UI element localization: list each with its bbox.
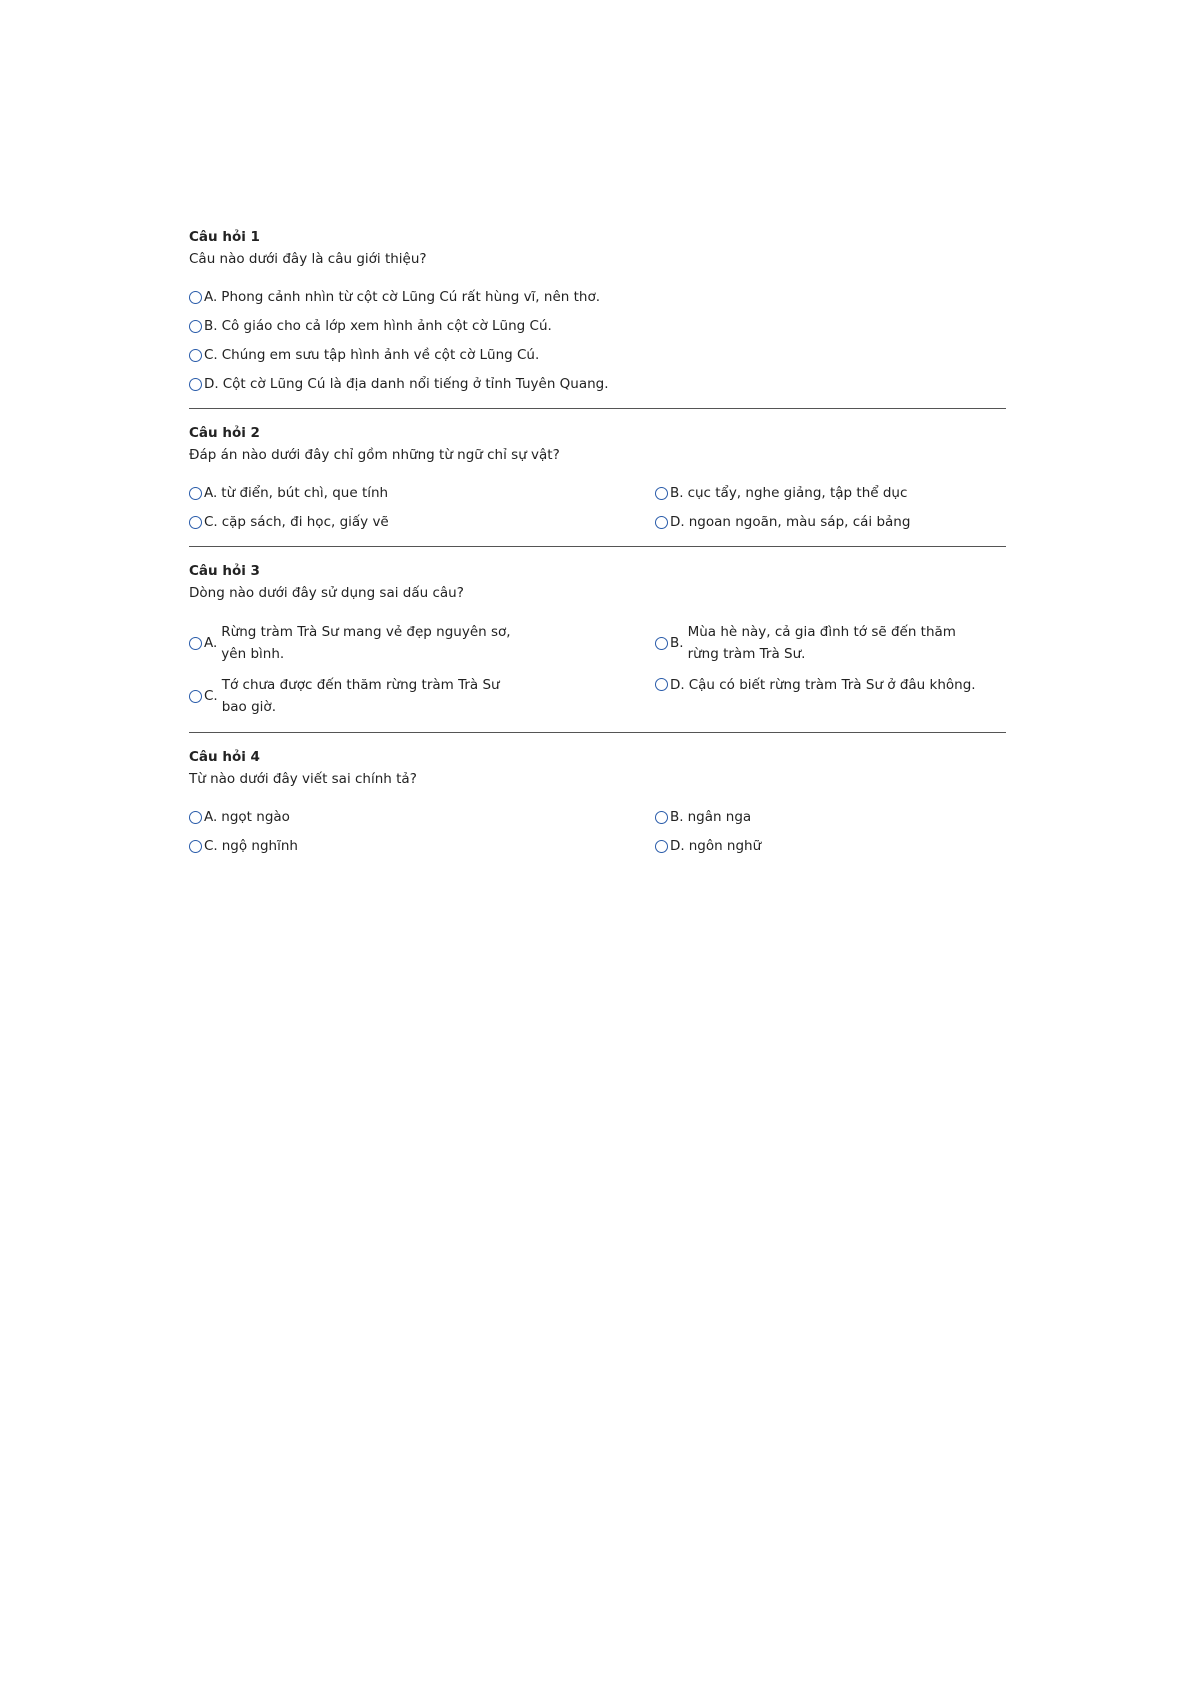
option-a[interactable] [189, 287, 1006, 307]
option-c[interactable] [189, 345, 1006, 365]
option-text: Cột cờ Lũng Cú là địa danh nổi tiếng ở tỉnh Tuyên Quang. [222, 376, 609, 392]
option-text: ngọt ngào [221, 809, 290, 825]
options-list [189, 287, 1006, 394]
radio-button-icon[interactable] [655, 840, 668, 853]
question-title: Câu hỏi 3 [189, 563, 260, 579]
question-title: Câu hỏi 2 [189, 425, 260, 441]
option-letter: C. [204, 688, 218, 704]
option-text: ngoan ngoãn, màu sáp, cái bảng [688, 514, 911, 530]
radio-button-icon[interactable] [189, 487, 202, 500]
option-letter: B. [204, 318, 218, 334]
question-4 [189, 747, 1006, 870]
option-letter: C. [204, 347, 218, 363]
option-c[interactable] [189, 512, 655, 532]
radio-button-icon[interactable] [655, 487, 668, 500]
option-b[interactable] [655, 807, 1006, 827]
option-d[interactable] [189, 374, 1006, 394]
quiz-sheet [189, 227, 1006, 884]
radio-button-icon[interactable] [189, 349, 202, 362]
radio-button-icon[interactable] [189, 320, 202, 333]
option-d[interactable] [655, 512, 1006, 532]
radio-button-icon[interactable] [189, 516, 202, 529]
question-title: Câu hỏi 1 [189, 229, 260, 245]
option-a[interactable] [189, 807, 655, 827]
option-b[interactable] [655, 483, 1006, 503]
option-text: ngộ nghĩnh [221, 838, 298, 854]
option-letter: A. [204, 485, 218, 501]
option-text: Cô giáo cho cả lớp xem hình ảnh cột cờ Lũng Cú. [221, 318, 552, 334]
question-text: Câu nào dưới đây là câu giới thiệu? [189, 251, 427, 267]
option-c[interactable] [189, 836, 655, 856]
option-b[interactable] [189, 316, 1006, 336]
radio-button-icon[interactable] [189, 378, 202, 391]
option-text: Tớ chưa được đến thăm rừng tràm Trà Sư bao giờ. [221, 677, 500, 715]
question-1 [189, 227, 1006, 409]
radio-button-icon[interactable] [189, 840, 202, 853]
option-letter: B. [670, 809, 684, 825]
option-b[interactable] [655, 621, 1006, 665]
option-text: ngôn nghữ [688, 838, 762, 854]
radio-button-icon[interactable] [655, 678, 668, 691]
option-letter: D. [204, 376, 219, 392]
question-3 [189, 561, 1006, 733]
options-grid [189, 621, 1006, 718]
option-text: từ điển, bút chì, que tính [221, 485, 389, 501]
radio-button-icon[interactable] [655, 811, 668, 824]
option-letter: D. [670, 677, 685, 693]
radio-button-icon[interactable] [189, 637, 202, 650]
question-title: Câu hỏi 4 [189, 749, 260, 765]
radio-button-icon[interactable] [189, 291, 202, 304]
radio-button-icon[interactable] [655, 516, 668, 529]
radio-button-icon[interactable] [189, 690, 202, 703]
question-2 [189, 423, 1006, 547]
option-letter: C. [204, 838, 218, 854]
option-c[interactable] [189, 674, 655, 718]
radio-button-icon[interactable] [655, 637, 668, 650]
option-letter: A. [204, 289, 218, 305]
option-letter: D. [670, 838, 685, 854]
option-d[interactable] [655, 836, 1006, 856]
option-a[interactable] [189, 621, 655, 665]
options-grid [189, 483, 1006, 532]
option-text: Mùa hè này, cả gia đình tớ sẽ đến thăm rừng tràm Trà Sư. [687, 624, 956, 662]
question-text: Đáp án nào dưới đây chỉ gồm những từ ngữ chỉ sự vật? [189, 447, 560, 463]
question-text: Từ nào dưới đây viết sai chính tả? [189, 771, 417, 787]
option-letter: B. [670, 635, 684, 651]
option-letter: A. [204, 635, 218, 651]
option-letter: C. [204, 514, 218, 530]
option-text: Cậu có biết rừng tràm Trà Sư ở đâu không. [688, 677, 976, 693]
option-letter: B. [670, 485, 684, 501]
option-letter: D. [670, 514, 685, 530]
option-text: cặp sách, đi học, giấy vẽ [221, 514, 389, 530]
option-text: Phong cảnh nhìn từ cột cờ Lũng Cú rất hùng vĩ, nên thơ. [221, 289, 600, 305]
options-grid [189, 807, 1006, 856]
option-d[interactable] [655, 674, 1006, 718]
option-text: Rừng tràm Trà Sư mang vẻ đẹp nguyên sơ, yên bình. [221, 624, 511, 662]
question-text: Dòng nào dưới đây sử dụng sai dấu câu? [189, 585, 464, 601]
option-text: ngân nga [687, 809, 752, 825]
option-a[interactable] [189, 483, 655, 503]
option-text: Chúng em sưu tập hình ảnh về cột cờ Lũng Cú. [221, 347, 540, 363]
option-text: cục tẩy, nghe giảng, tập thể dục [687, 485, 908, 501]
option-letter: A. [204, 809, 218, 825]
radio-button-icon[interactable] [189, 811, 202, 824]
